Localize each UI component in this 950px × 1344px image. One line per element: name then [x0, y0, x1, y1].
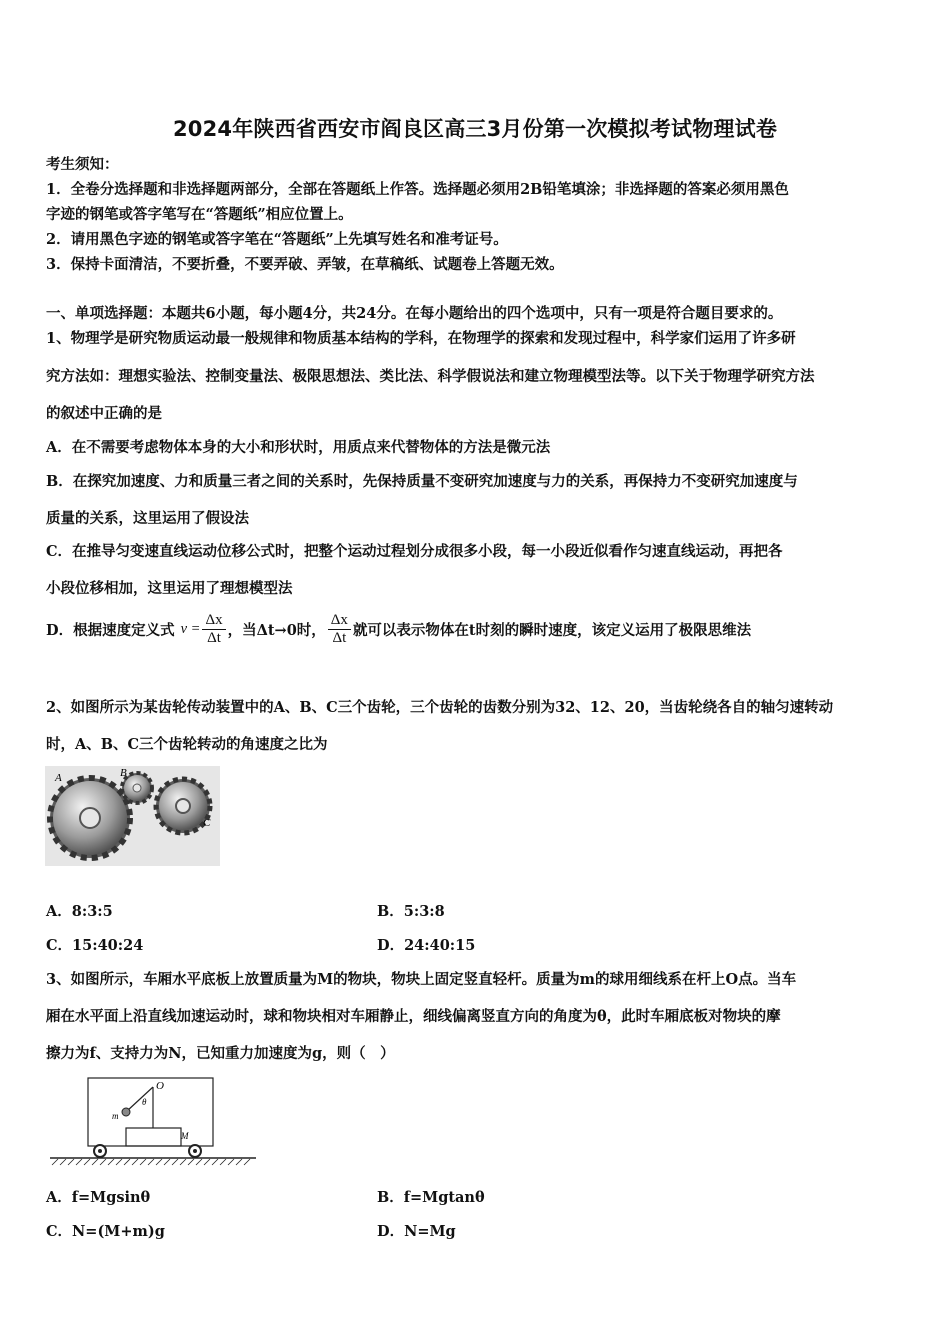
q3-option-d: D．N=Mg: [377, 1223, 456, 1240]
gear-diagram: [45, 766, 220, 866]
q3-stem-1: 3、如图所示，车厢水平底板上放置质量为M的物块，物块上固定竖直轻杆。质量为m的球用细线系在杆上O点。当车: [46, 971, 797, 988]
q3-option-a: A．f=Mgsinθ: [46, 1189, 151, 1206]
section-heading: 一、单项选择题：本题共6小题，每小题4分，共24分。在每小题给出的四个选项中，只有一项是符合题目要求的。: [46, 305, 783, 322]
gear-c-icon: [156, 779, 210, 833]
q1-stem-2: 究方法如：理想实验法、控制变量法、极限思想法、类比法、科学假说法和建立物理模型法等。以下关于物理学研究方法: [46, 368, 815, 385]
page-title: 2024年陕西省西安市阎良区高三3月份第一次模拟考试物理试卷: [172, 117, 778, 141]
label-big-m: M: [181, 1131, 189, 1141]
velocity-fraction: [202, 612, 225, 647]
fraction-denominator-2: Δt: [332, 630, 347, 646]
gear-label-a: A: [55, 772, 62, 784]
q1-option-b-cont: 质量的关系，这里运用了假设法: [46, 510, 249, 527]
q1-d-post: 就可以表示物体在t时刻的瞬时速度，该定义运用了极限思维法: [352, 622, 752, 639]
q1-option-a: A．在不需要考虑物体本身的大小和形状时，用质点来代替物体的方法是微元法: [46, 439, 551, 456]
notice-item-1: 1．全卷分选择题和非选择题两部分，全部在答题纸上作答。选择题必须用2B铅笔填涂；非选择题的答案必须用黑色: [46, 181, 789, 198]
q1-option-c-cont: 小段位移相加，这里运用了理想模型法: [46, 580, 293, 597]
fraction-denominator: Δt: [207, 630, 221, 646]
q2-option-c: C．15:40:24: [46, 937, 144, 954]
q1-option-c: C．在推导匀变速直线运动位移公式时，把整个运动过程划分成很多小段，每一小段近似看作匀速直线运动，再把各: [46, 543, 783, 560]
label-o: O: [156, 1080, 164, 1092]
q3-option-c: C．N=(M+m)g: [46, 1223, 165, 1240]
q1-d-prefix: D．根据速度定义式: [46, 622, 175, 639]
q2-option-d: D．24:40:15: [377, 937, 476, 954]
ground-hatch: [52, 1159, 250, 1165]
q1-stem-1: 1、物理学是研究物质运动最一般规律和物质基本结构的学科，在物理学的探索和发现过程中，科学家们运用了许多研: [46, 330, 796, 347]
cart-diagram: [48, 1075, 258, 1175]
gear-a-icon: [50, 778, 130, 858]
q2-option-a: A．8:3:5: [46, 903, 113, 920]
cart-figure: [48, 1075, 258, 1175]
gear-label-c: C: [203, 817, 211, 829]
ball: [122, 1108, 130, 1116]
q3-stem-2: 厢在水平面上沿直线加速运动时，球和物块相对车厢静止，细线偏离竖直方向的角度为θ，此时车厢底板对物块的摩: [46, 1008, 781, 1025]
notice-item-2: 2．请用黑色字迹的钢笔或答字笔在“答题纸”上先填写姓名和准考证号。: [46, 231, 508, 248]
gear-label-b: B: [120, 767, 127, 779]
q1-option-d: [46, 612, 751, 647]
q1-option-b: B．在探究加速度、力和质量三者之间的关系时，先保持质量不变研究加速度与力的关系，再保持力不变研究加速度与: [46, 473, 798, 490]
label-m: m: [112, 1111, 119, 1121]
fraction-numerator-2: Δx: [328, 612, 351, 630]
label-theta: θ: [142, 1097, 147, 1107]
notice-heading: 考生须知：: [46, 156, 119, 173]
fraction-numerator: Δx: [202, 612, 225, 630]
string: [127, 1087, 153, 1111]
q2-option-b: B．5:3:8: [377, 903, 445, 920]
ratio-fraction: [328, 612, 351, 647]
notice-item-3: 3．保持卡面清洁，不要折叠，不要弄破、弄皱，在草稿纸、试题卷上答题无效。: [46, 256, 564, 273]
q2-stem-1: 2、如图所示为某齿轮传动装置中的A、B、C三个齿轮，三个齿轮的齿数分别为32、12、20，当齿轮绕各自的轴匀速转动: [46, 699, 834, 716]
q2-stem-2: 时，A、B、C三个齿轮转动的角速度之比为: [46, 736, 328, 753]
block-m: [126, 1128, 181, 1146]
notice-item-1-cont: 字迹的钢笔或答字笔写在“答题纸”相应位置上。: [46, 206, 353, 223]
cart-body: [88, 1078, 213, 1146]
q3-option-b: B．f=Mgtanθ: [377, 1189, 485, 1206]
q3-stem-3: 擦力为f、支持力为N，已知重力加速度为g，则（ ）: [46, 1045, 395, 1062]
q1-stem-3: 的叙述中正确的是: [46, 405, 162, 422]
q1-d-v: v =: [180, 621, 201, 637]
gear-figure: [45, 766, 220, 866]
q1-d-mid: ，当Δt→0时，: [227, 622, 326, 639]
